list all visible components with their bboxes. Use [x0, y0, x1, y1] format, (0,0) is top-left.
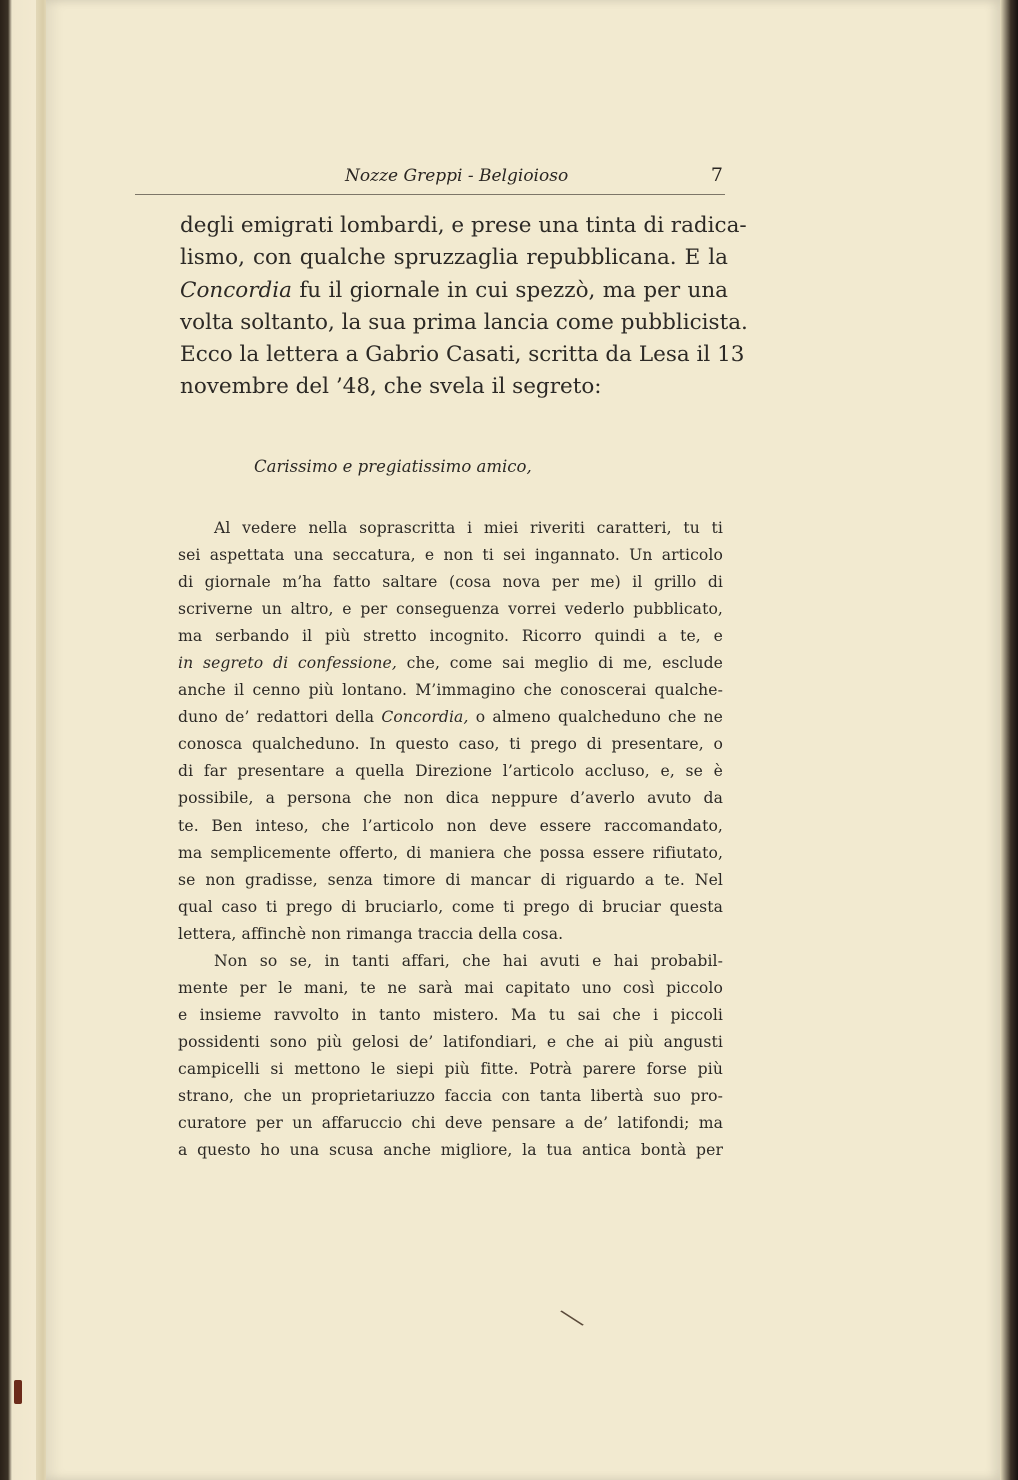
- text-line: volta soltanto, la sua prima lancia come pubblicista.: [180, 309, 748, 335]
- text-line: [180, 275, 728, 307]
- letter-line: qual caso ti prego di bruciarlo, come ti prego di bruciar questa: [178, 897, 723, 916]
- letter-line: Al vedere nella soprascritta i miei riveriti caratteri, tu ti: [214, 519, 723, 537]
- letter-line: ma serbando il più stretto incognito. Ricorro quindi a te, e: [178, 627, 723, 646]
- letter-line: te. Ben inteso, che l’articolo non deve essere raccomandato,: [178, 816, 723, 835]
- letter-line: campicelli si mettono le siepi più fitte. Potrà parere forse più: [178, 1059, 723, 1078]
- letter-line: sei aspettata una seccatura, e non ti sei ingannato. Un articolo: [178, 546, 723, 565]
- letter-line: Non so se, in tanti affari, che hai avuti e hai probabil-: [214, 951, 723, 970]
- text-line: lismo, con qualche spruzzaglia repubblicana. E la: [180, 245, 728, 271]
- book-binding-left: [0, 0, 40, 1480]
- italic-phrase: in segreto di confessione,: [178, 654, 397, 673]
- text-fragment: che, come sai meglio di me, esclude: [396, 654, 723, 673]
- letter-line: mente per le mani, te ne sarà mai capitato uno così piccolo: [178, 978, 723, 997]
- letter-salutation: Carissimo e pregiatissimo amico,: [254, 457, 532, 476]
- letter-line: e insieme ravvolto in tanto mistero. Ma tu sai che i piccoli: [178, 1005, 723, 1024]
- letter-line: possibile, a persona che non dica neppure d’averlo avuto da: [178, 789, 723, 808]
- spine-marker: [14, 1380, 22, 1404]
- page-number: 7: [710, 164, 723, 186]
- letter-line: di giornale m’ha fatto saltare (cosa nova per me) il grillo di: [178, 573, 723, 592]
- letter-line: [178, 650, 723, 677]
- ink-speck: ╲: [560, 1304, 584, 1332]
- running-header: [135, 164, 725, 195]
- text-fragment: fu il giornale in cui spezzò, ma per una: [291, 277, 728, 303]
- letter-line: conosca qualcheduno. In questo caso, ti prego di presentare, o: [178, 735, 723, 754]
- letter-line: [178, 704, 723, 731]
- letter-line: anche il cenno più lontano. M’immagino che conoscerai qualche-: [178, 681, 723, 700]
- newspaper-title: Concordia: [180, 277, 292, 303]
- text-line: degli emigrati lombardi, e prese una tinta di radica-: [180, 213, 747, 238]
- letter-line: di far presentare a quella Direzione l’articolo accluso, e, se è: [178, 762, 723, 781]
- intro-paragraph: [180, 210, 748, 404]
- letter-line: possidenti sono più gelosi de’ latifondiari, e che ai più angusti: [178, 1032, 723, 1051]
- text-line: novembre del ’48, che svela il segreto:: [180, 374, 602, 400]
- letter-line: lettera, affinchè non rimanga traccia della cosa.: [178, 924, 564, 943]
- letter-body: [178, 515, 723, 1164]
- letter-line: curatore per un affaruccio chi deve pensare a de’ latifondi; ma: [178, 1114, 723, 1133]
- text-fragment: o almeno qualcheduno che ne: [468, 708, 723, 727]
- text-line: Ecco la lettera a Gabrio Casati, scritta da Lesa il 13: [180, 342, 745, 368]
- running-title: Nozze Greppi - Belgioioso: [345, 166, 569, 186]
- letter-line: ma semplicemente offerto, di maniera che possa essere rifiutato,: [178, 843, 723, 862]
- letter-line: scriverne un altro, e per conseguenza vorrei vederlo pubblicato,: [178, 600, 723, 619]
- text-fragment: duno de’ redattori della: [178, 708, 382, 727]
- page-edge-right: [1000, 0, 1018, 1480]
- newspaper-title: Concordia,: [381, 708, 469, 727]
- letter-line: a questo ho una scusa anche migliore, la tua antica bontà per: [178, 1141, 723, 1160]
- letter-line: se non gradisse, senza timore di mancar di riguardo a te. Nel: [178, 870, 723, 889]
- letter-line: strano, che un proprietariuzzo faccia con tanta libertà suo pro-: [178, 1086, 723, 1105]
